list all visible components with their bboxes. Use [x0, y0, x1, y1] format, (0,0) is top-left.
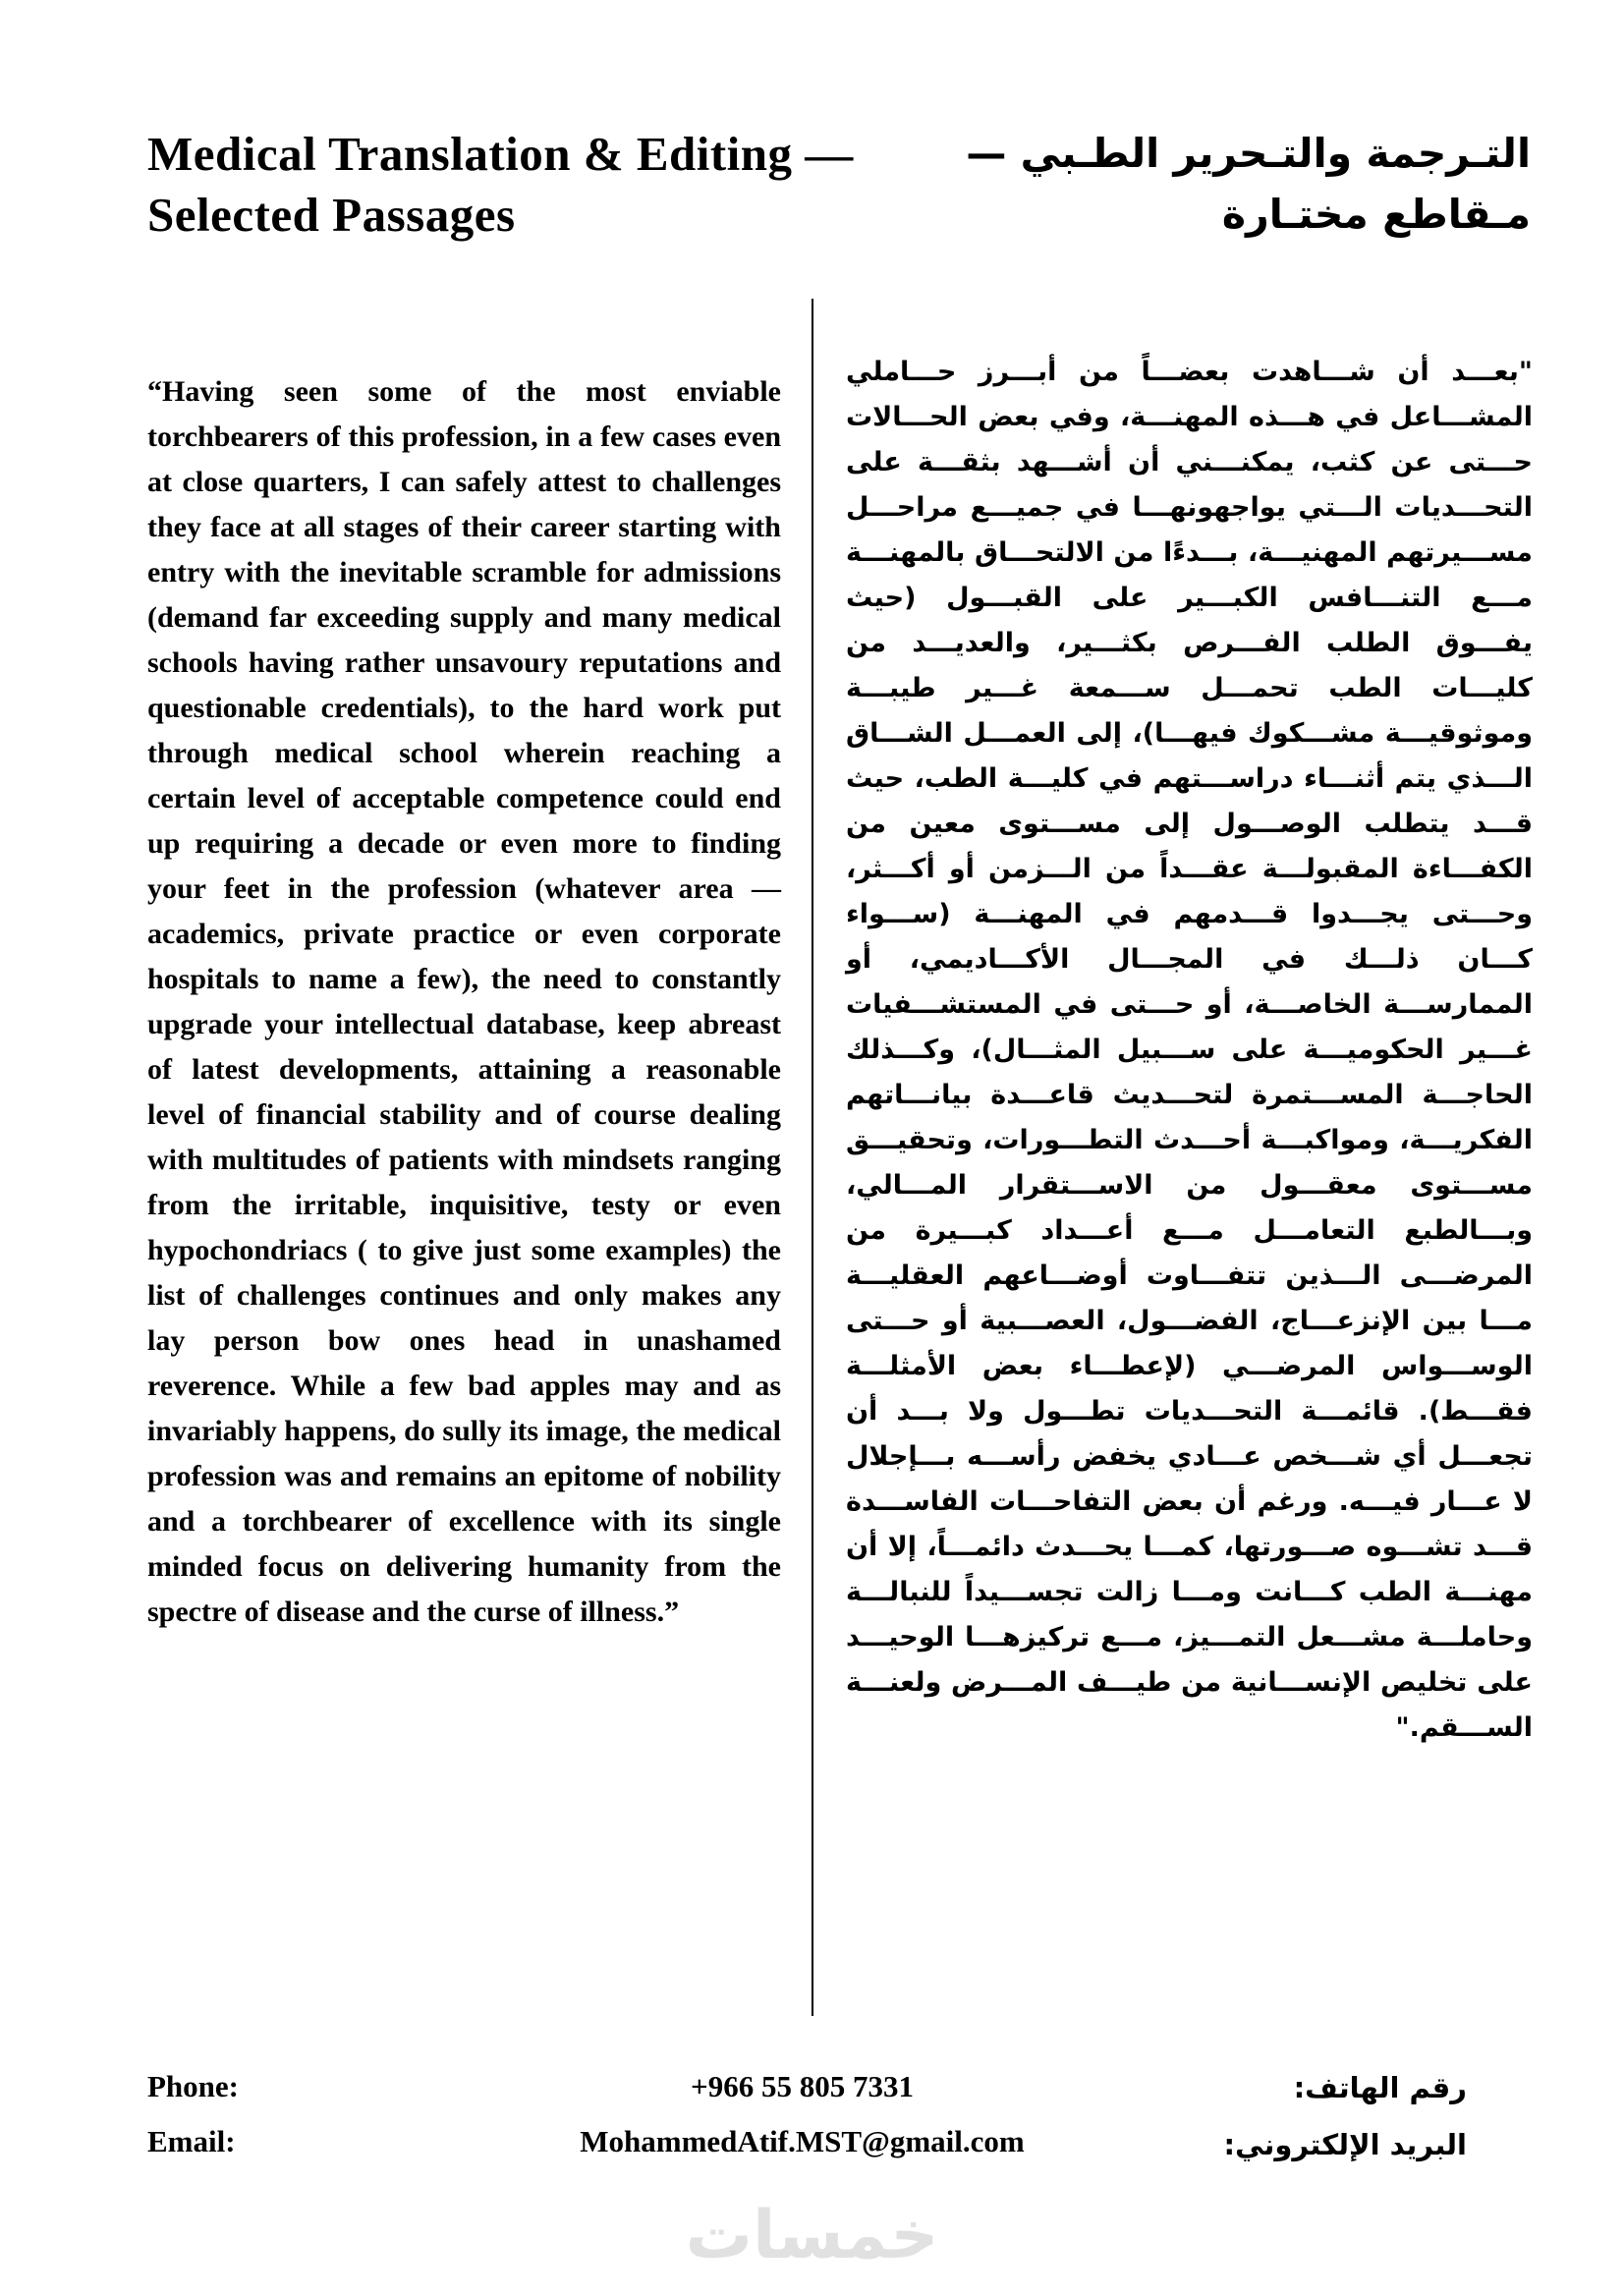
english-column	[147, 299, 781, 2016]
email-value: MohammedAtif.MST@gmail.com	[580, 2124, 1025, 2159]
arabic-column	[846, 299, 1533, 2016]
column-divider	[812, 299, 813, 2016]
phone-label-arabic: رقم الهاتف:	[1293, 2071, 1467, 2105]
title-english	[147, 124, 854, 245]
phone-label: Phone:	[147, 2069, 239, 2104]
contact-footer	[0, 2016, 1624, 2173]
arabic-passage: "بعـــد أن شـــاهدت بعضـــاً من أبـــرز حـــاملي المشـــاعل في هـــذه المهنـــة، وفي بعض الحـــالات حـــتى عن كثب، يمكنـــني أن أشـــهد بثقـــة على التحـــديات الـــتي يواجهونهـــا في جميـــع مراحـــل مســـيرتهم المهنيـــة، بـــدءًا من الالتحـــاق بالمهنـــة مـــع التنـــافس الكبـــير على القبـــول (حيث يفـــوق الطلب الفـــرص بكثـــير، والعديـــد من كليـــات الطب تحمـــل ســـمعة غـــير طيبـــة وموثوقيـــة مشـــكوك فيهـــا)، إلى العمـــل الشـــاق الـــذي يتم أثنـــاء دراســـتهم في كليـــة الطب، حيث قـــد يتطلب الوصـــول إلى مســـتوى معين من الكفـــاءة المقبولـــة عقـــداً من الـــزمن أو أكـــثر، وحـــتى يجـــدوا قـــدمهم في المهنـــة (ســـواء كـــان ذلـــك في المجـــال الأكـــاديمي، أو الممارســـة الخاصـــة، أو حـــتى في المستشـــفيات غـــير الحكوميـــة على ســـبيل المثـــال)، وكـــذلك الحاجـــة المســـتمرة لتحـــديث قاعـــدة بيانـــاتهم الفكريـــة، ومواكبـــة أحـــدث التطـــورات، وتحقيـــق مســـتوى معقـــول من الاســـتقرار المـــالي، وبـــالطبع التعامـــل مـــع أعـــداد كبـــيرة من المرضـــى الـــذين تتفـــاوت أوضـــاعهم العقليـــة مـــا بين الإنزعـــاج، الفضـــول، العصـــبية أو حـــتى الوســـواس المرضـــي (لإعطـــاء بعض الأمثلـــة فقـــط). قائمـــة التحـــديات تطـــول ولا بـــد أن تجعـــل أي شـــخص عـــادي يخفض رأســـه بـــإجلال لا عـــار فيـــه. ورغم أن بعض التفاحـــات الفاســـدة قـــد تشـــوه صـــورتها، كمـــا يحـــدث دائمـــاً، إلا أن مهنـــة الطب كـــانت ومـــا زالت تجســـيداً للنبالـــة وحاملـــة مشـــعل التمـــيز، مـــع تركيزهـــا الوحيـــد على تخليص الإنســـانية من طيـــف المـــرض ولعنـــة الســـقم."	[846, 357, 1533, 1744]
title-arabic-line2: مـقاطع مختـارة	[1221, 190, 1531, 238]
title-arabic	[966, 124, 1531, 245]
contact-values	[462, 2059, 1143, 2173]
email-label: Email:	[147, 2124, 236, 2159]
title-english-line1: Medical Translation & Editing —	[147, 127, 854, 181]
khamsat-watermark: خمسات	[685, 2197, 939, 2274]
passage-columns	[147, 299, 1533, 2016]
contact-labels-arabic	[1143, 2059, 1467, 2173]
email-label-arabic: البريد الإلكتروني:	[1223, 2128, 1467, 2162]
phone-value: +966 55 805 7331	[691, 2069, 914, 2104]
english-passage: “Having seen some of the most enviable torchbearers of this profession, in a few cases even at close quarters, I can safely attest to challenges they face at all stages of their career starting with entry with the inevitable scramble for admissions (demand far exceeding supply and many medical schools having rather unsavoury reputations and questionable credentials), to the hard work put through medical school wherein reaching a certain level of acceptable competence could end up requiring a decade or even more to finding your feet in the profession (whatever area — academics, private practice or even corporate hospitals to name a few), the need to constantly upgrade your intellectual database, keep abreast of latest developments, attaining a reasonable level of financial stability and of course dealing with multitudes of patients with mindsets ranging from the irritable, inquisitive, testy or even hypochondriacs ( to give just some examples) the list of challenges continues and only makes any lay person bow ones head in unashamed reverence. While a few bad apples may and as invariably happens, do sully its image, the medical profession was and remains an epitome of nobility and a torchbearer of excellence with its single minded focus on delivering humanity from the spectre of disease and the curse of illness.”	[147, 375, 781, 1629]
contact-labels-english	[147, 2059, 462, 2173]
title-english-line2: Selected Passages	[147, 187, 516, 242]
title-arabic-line1: التـرجمة والتـحرير الطـبي —	[966, 130, 1531, 177]
header	[0, 0, 1624, 245]
